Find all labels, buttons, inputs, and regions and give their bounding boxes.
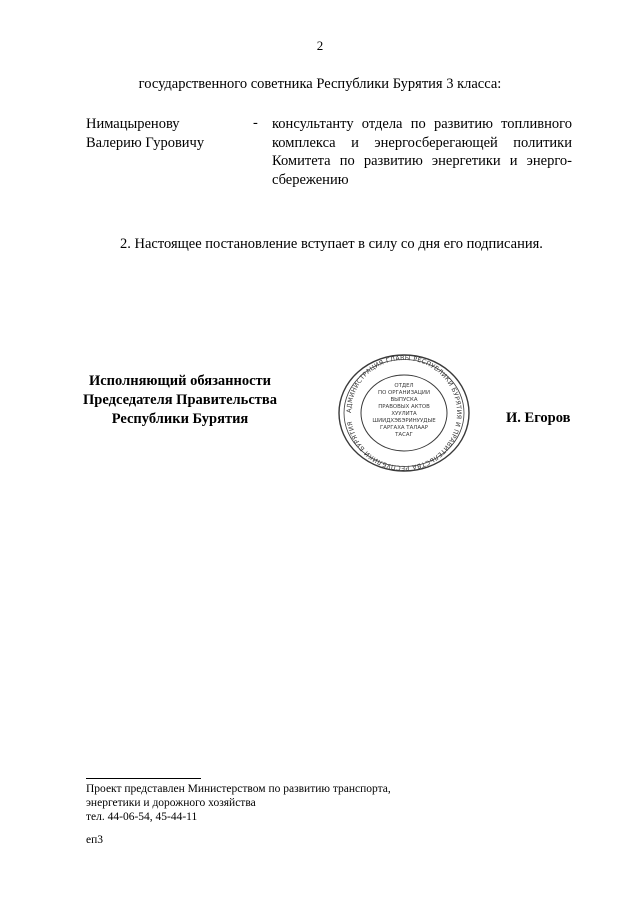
signatory-title-line-3: Республики Бурятия [111, 411, 249, 427]
appointee-given-names: Валерию Гуровичу [86, 134, 205, 151]
seal-ring-text: АДМИНИСТРАЦИЯ ГЛАВЫ РЕСПУБЛИКИ БУРЯТИЯ И ПРАВИТЕЛЬСТВА РЕСПУБЛИКИ БУРЯТИЯ [345, 354, 463, 472]
seal-center-line: ПРАВОВЫХ АКТОВ [378, 404, 430, 410]
seal-center-line: ПО ОРГАНИЗАЦИИ [378, 390, 430, 396]
separator-dash: - [253, 115, 258, 131]
footnote-line-1: Проект представлен Министерством по развитию транспорта, [86, 783, 391, 795]
seal-center-line: ШИИДХЭБЭРИНУУДЫЕ [372, 418, 436, 424]
seal-center-line: ОТДЕЛ [394, 383, 414, 389]
footnote-line-2: энергетики и дорожного хозяйства [86, 797, 256, 809]
seal-center-line: ВЫПУСКА [390, 397, 418, 403]
clause-2: 2. Настоящее постановление вступает в силу со дня его подписания. [120, 236, 543, 252]
seal-center-line: ХУУЛИТА [391, 411, 417, 417]
seal-center-line: ГАРГАХА ТАЛААР [380, 425, 428, 431]
signatory-name: И. Егоров [506, 410, 571, 426]
signatory-title-line-1: Исполняющий обязанности [88, 373, 272, 389]
appointee-position: консультанту отдела по развитию топливного комплекса и энергосберегающей политики Комитета по развитию энергетики и энерго-сбережению [272, 116, 572, 188]
signatory-title-line-2: Председателя Правительства [83, 392, 277, 408]
footnote-line-3: тел. 44-06-54, 45-44-11 [86, 811, 198, 823]
signatory-title [75, 372, 285, 429]
footnote-divider [86, 778, 201, 779]
appointee-surname: Нимацыренову [86, 116, 180, 132]
rank-heading: государственного советника Республики Бурятия 3 класса: [138, 76, 502, 92]
seal-center-line: ТАСАГ [395, 432, 413, 438]
appointee-name [86, 115, 204, 152]
footnote [86, 782, 391, 824]
document-code: еп3 [86, 834, 104, 846]
page-number: 2 [316, 38, 324, 53]
official-seal [336, 352, 472, 474]
